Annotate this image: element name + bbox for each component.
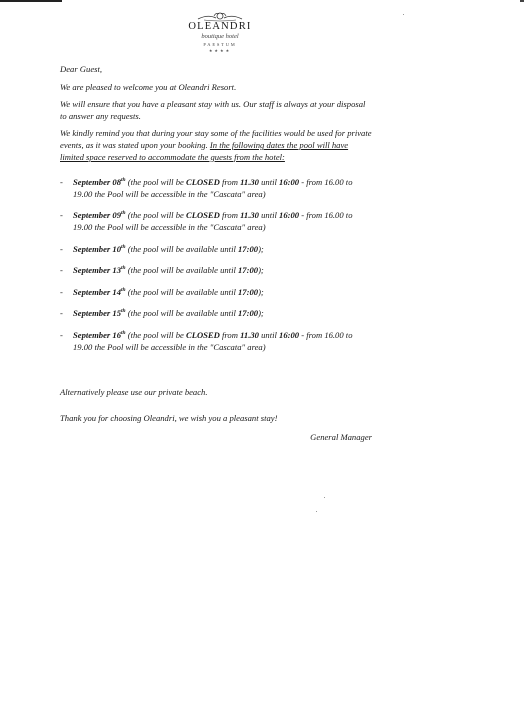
scan-speck xyxy=(316,511,317,512)
reminder-text: We kindly remind you that during your stay some of the facilities would be used for private events, as it was stated upon your booking. xyxy=(60,128,372,150)
thanks-paragraph: Thank you for choosing Oleandri, we wish you a pleasant stay! xyxy=(60,412,278,423)
list-item: - September 10th (the pool will be available until 17:00); xyxy=(60,243,264,254)
staff-paragraph: We will ensure that you have a pleasant stay with us. Our staff is always at your disposal to answer any requests. xyxy=(60,99,366,121)
scan-speck xyxy=(324,497,325,498)
scan-top-edge-line xyxy=(0,0,62,2)
list-item: - September 13th (the pool will be available until 17:00); xyxy=(60,265,264,276)
pool-schedule-list xyxy=(60,177,372,353)
letter-greeting: Dear Guest, xyxy=(60,64,103,74)
reminder-paragraph xyxy=(60,128,372,163)
list-item: - September 09th (the pool will be CLOSED from 11.30 until 16:00 - from 16.00 to 19.00 the Pool will be accessible in the "Cascata" area) xyxy=(60,210,353,232)
reminder-underlined-text: In the following dates the pool will have limited space reserved to accommodate the guests from the hotel: xyxy=(60,139,349,162)
list-item: - September 15th (the pool will be available until 17:00); xyxy=(60,308,264,319)
list-item: - September 08th (the pool will be CLOSED from 11.30 until 16:00 - from 16.00 to 19.00 the Pool will be accessible in the "Cascata" area) xyxy=(60,177,353,199)
list-item: - September 16th (the pool will be CLOSED from 11.30 until 16:00 - from 16.00 to 19.00 the Pool will be accessible in the "Cascata" area) xyxy=(60,329,353,352)
alternative-paragraph: Alternatively please use our private beach. xyxy=(60,387,208,398)
logo-tagline: boutique hotel xyxy=(201,33,239,40)
logo-city: PAESTUM xyxy=(203,42,237,47)
welcome-paragraph: We are pleased to welcome you at Oleandri Resort. xyxy=(60,81,237,92)
letter-body xyxy=(60,64,372,444)
logo-stars: ★★★★ xyxy=(208,48,232,53)
hotel-logo xyxy=(0,10,440,53)
signature: General Manager xyxy=(310,432,372,443)
logo-brand-name: OLEANDRI xyxy=(188,21,252,32)
scan-top-edge-mark xyxy=(520,0,524,2)
list-item: - September 14th (the pool will be available until 17:00); xyxy=(60,286,264,297)
